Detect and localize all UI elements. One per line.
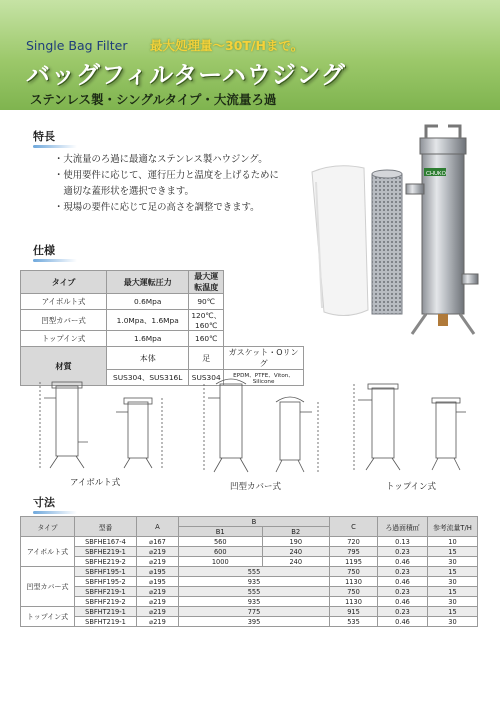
heading-underline [33,511,77,514]
table-cell: 30 [428,557,478,567]
page-tagline: ステンレス製・シングルタイプ・大流量ろ過 [30,92,277,107]
table-cell: 560 [179,537,263,547]
table-cell: ⌀195 [137,567,179,577]
table-cell: ⌀219 [137,597,179,607]
table-row [21,617,478,627]
table-cell: 395 [179,617,330,627]
dim-header-cell: 型番 [75,517,137,537]
table-row [21,567,478,577]
table-row [21,331,304,347]
table-row [21,547,478,557]
table-cell: ⌀219 [137,607,179,617]
table-cell: 915 [330,607,378,617]
dimensions-table [20,516,478,627]
drawing-caption-recessed: 凹型カバー式 [230,482,282,492]
table-cell: ⌀219 [137,547,179,557]
specs-header-cell: 最大運転圧力 [107,271,189,294]
table-row [21,597,478,607]
table-cell: SBFHT219-1 [75,607,137,617]
table-cell: SBFHT219-1 [75,617,137,627]
dim-subheader-cell: B1 [179,527,263,537]
dim-header-cell: ろ過面積㎡ [378,517,428,537]
drawing-caption-topin: トップイン式 [386,482,436,492]
dim-type-cell: アイボルト式 [21,537,75,567]
subtitle-english: Single Bag Filter [26,38,128,53]
table-cell: 600 [179,547,263,557]
header-banner [0,0,500,110]
table-cell: 555 [179,587,330,597]
drawing-top-in [344,372,476,476]
drawing-recessed-cover [196,368,326,478]
dim-type-cell: 凹型カバー式 [21,567,75,607]
feature-item: ・使用要件に応じて、運行圧力と温度を上げるために [54,170,279,181]
table-cell: 935 [179,577,330,587]
material-header-cell: 本体 [107,347,189,370]
features-heading-text: 特長 [33,130,55,143]
table-cell: SBFHE219-2 [75,557,137,567]
table-cell: 10 [428,537,478,547]
dimensions-heading [33,494,77,514]
features-heading [33,128,77,148]
material-header-cell: 足 [189,347,224,370]
table-row [21,607,478,617]
drawing-eyebolt [30,372,170,472]
table-cell: 0.46 [378,617,428,627]
table-cell: 30 [428,597,478,607]
table-row [21,294,304,310]
features-list [54,152,279,216]
table-cell: 555 [179,567,330,577]
table-cell: 190 [262,537,329,547]
table-cell: アイボルト式 [21,294,107,310]
specs-header-cell: タイプ [21,271,107,294]
table-cell: 15 [428,587,478,597]
table-cell: 0.46 [378,577,428,587]
dim-header-cell: A [137,517,179,537]
table-cell: SBFHE219-1 [75,547,137,557]
table-cell: 240 [262,557,329,567]
table-cell: 15 [428,547,478,557]
table-cell: SBFHF195-2 [75,577,137,587]
dimensions-heading-text: 寸法 [33,496,55,509]
dim-header-cell: B [179,517,330,527]
table-cell: 750 [330,587,378,597]
table-cell: 0.23 [378,607,428,617]
table-cell: 1000 [179,557,263,567]
feature-item: ・現場の要件に応じて足の高さを調整できます。 [54,202,260,213]
specs-header-cell: 最大運転温度 [189,271,224,294]
table-cell: 1.0Mpa、1.6Mpa [107,310,189,331]
table-cell: 90℃ [189,294,224,310]
dim-subheader-cell: B2 [262,527,329,537]
dim-header-cell: タイプ [21,517,75,537]
table-cell: 凹型カバー式 [21,310,107,331]
table-cell: 795 [330,547,378,557]
table-cell: 750 [330,567,378,577]
dim-header-cell: C [330,517,378,537]
material-header-cell: ガスケット・Oリング [224,347,304,370]
table-cell: 0.6Mpa [107,294,189,310]
table-cell: 0.46 [378,557,428,567]
table-cell: トップイン式 [21,331,107,347]
table-cell: 240 [262,547,329,557]
dim-type-cell: トップイン式 [21,607,75,627]
table-cell: 535 [330,617,378,627]
table-cell: EPDM、PTFE、Viton、Silicone [224,370,304,386]
table-cell: 15 [428,567,478,577]
table-cell: SBFHF195-1 [75,567,137,577]
table-cell: 1.6Mpa [107,331,189,347]
table-cell: 720 [330,537,378,547]
table-cell: 160℃ [189,331,224,347]
table-row [21,587,478,597]
dimensions-header-row [21,517,478,527]
table-cell: 775 [179,607,330,617]
table-cell: 0.46 [378,597,428,607]
table-row [21,577,478,587]
table-row [21,310,304,331]
mesh-basket-image [372,170,402,314]
table-cell: 0.13 [378,537,428,547]
table-cell: ⌀195 [137,577,179,587]
specs-header-row [21,271,304,294]
product-photo [306,124,486,338]
table-cell: 1130 [330,597,378,607]
dim-header-cell: 参考流量T/H [428,517,478,537]
heading-underline [33,259,77,262]
brand-label: CHUKO [426,171,446,177]
table-cell: 0.23 [378,567,428,577]
feature-item: ・大流量のろ過に最適なステンレス製ハウジング。 [54,154,268,165]
specs-heading [33,242,77,262]
page-title: バッグフィルターハウジング [26,61,346,89]
specs-heading-text: 仕様 [33,244,55,257]
table-cell: 15 [428,607,478,617]
material-label: 材質 [21,347,107,386]
table-cell: 1195 [330,557,378,567]
drawing-caption-eyebolt: アイボルト式 [70,478,121,488]
table-cell: SUS304、SUS316L [107,370,189,386]
subtitle-capacity: 最大処理量～30T/Hまで。 [150,38,304,53]
table-cell: ⌀219 [137,617,179,627]
table-cell: SBFHE167-4 [75,537,137,547]
table-cell: SUS304 [189,370,224,386]
table-cell: 120℃、160℃ [189,310,224,331]
table-cell: ⌀167 [137,537,179,547]
table-cell: 1130 [330,577,378,587]
table-cell: 935 [179,597,330,607]
filter-bag-image [312,166,368,316]
feature-item: 適切な蓋形状を選択できます。 [54,186,194,197]
table-cell: 0.23 [378,547,428,557]
table-row [21,347,304,370]
table-cell: 30 [428,577,478,587]
table-cell: 30 [428,617,478,627]
table-cell: SBFHF219-1 [75,587,137,597]
table-cell: 0.23 [378,587,428,597]
table-row [21,537,478,547]
table-row [21,557,478,567]
table-cell: ⌀219 [137,557,179,567]
table-cell: SBFHF219-2 [75,597,137,607]
housing-image [406,126,478,334]
heading-underline [33,145,77,148]
table-cell: ⌀219 [137,587,179,597]
